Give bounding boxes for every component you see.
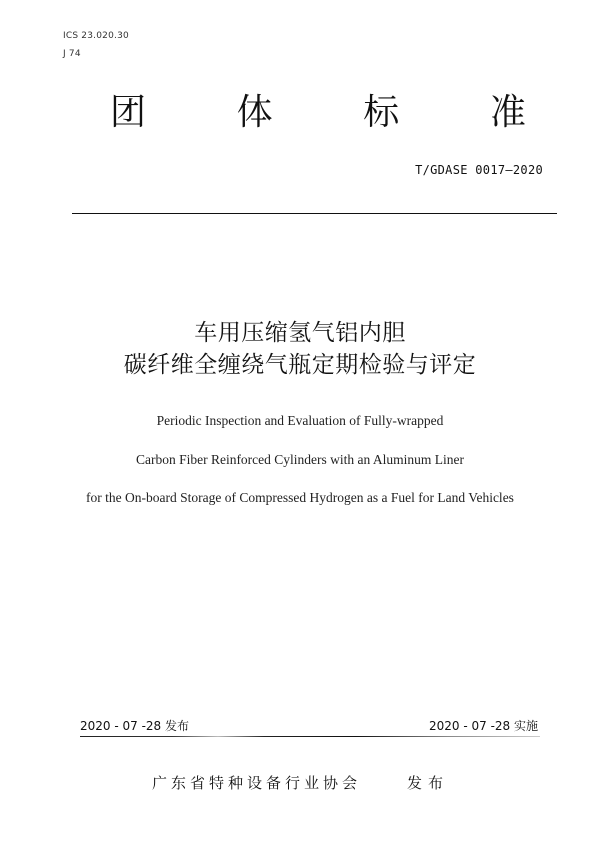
ics-code: ICS 23.020.30: [63, 31, 129, 41]
english-title-line-1: Periodic Inspection and Evaluation of Fully-wrapped: [156, 413, 444, 428]
chinese-title-line-1: 车用压缩氢气铝内胆: [194, 320, 406, 346]
standard-type-heading: [108, 84, 528, 134]
publisher-name: 广东省特种设备行业协会: [152, 774, 362, 792]
chinese-title-line-2: 碳纤维全缠绕气瓶定期检验与评定: [123, 352, 477, 378]
issue-date: 2020 - 07 -28 发布: [80, 719, 189, 733]
standard-type-char: 团: [109, 91, 146, 133]
ccs-code: J 74: [63, 49, 81, 59]
standard-number: T/GDASE 0017—2020: [415, 163, 543, 177]
standard-type-char: 体: [236, 91, 273, 133]
standard-type-char: 准: [489, 91, 526, 133]
publish-label: 发布: [407, 774, 450, 792]
english-title-line-3: for the On-board Storage of Compressed Hydrogen as a Fuel for Land Vehicles: [86, 490, 514, 505]
standard-type-char: 标: [363, 91, 400, 133]
english-title-line-2: Carbon Fiber Reinforced Cylinders with an Aluminum Liner: [135, 452, 465, 467]
implementation-date: 2020 - 07 -28 实施: [429, 719, 538, 733]
top-divider: [72, 213, 557, 214]
bottom-divider: [80, 736, 540, 737]
